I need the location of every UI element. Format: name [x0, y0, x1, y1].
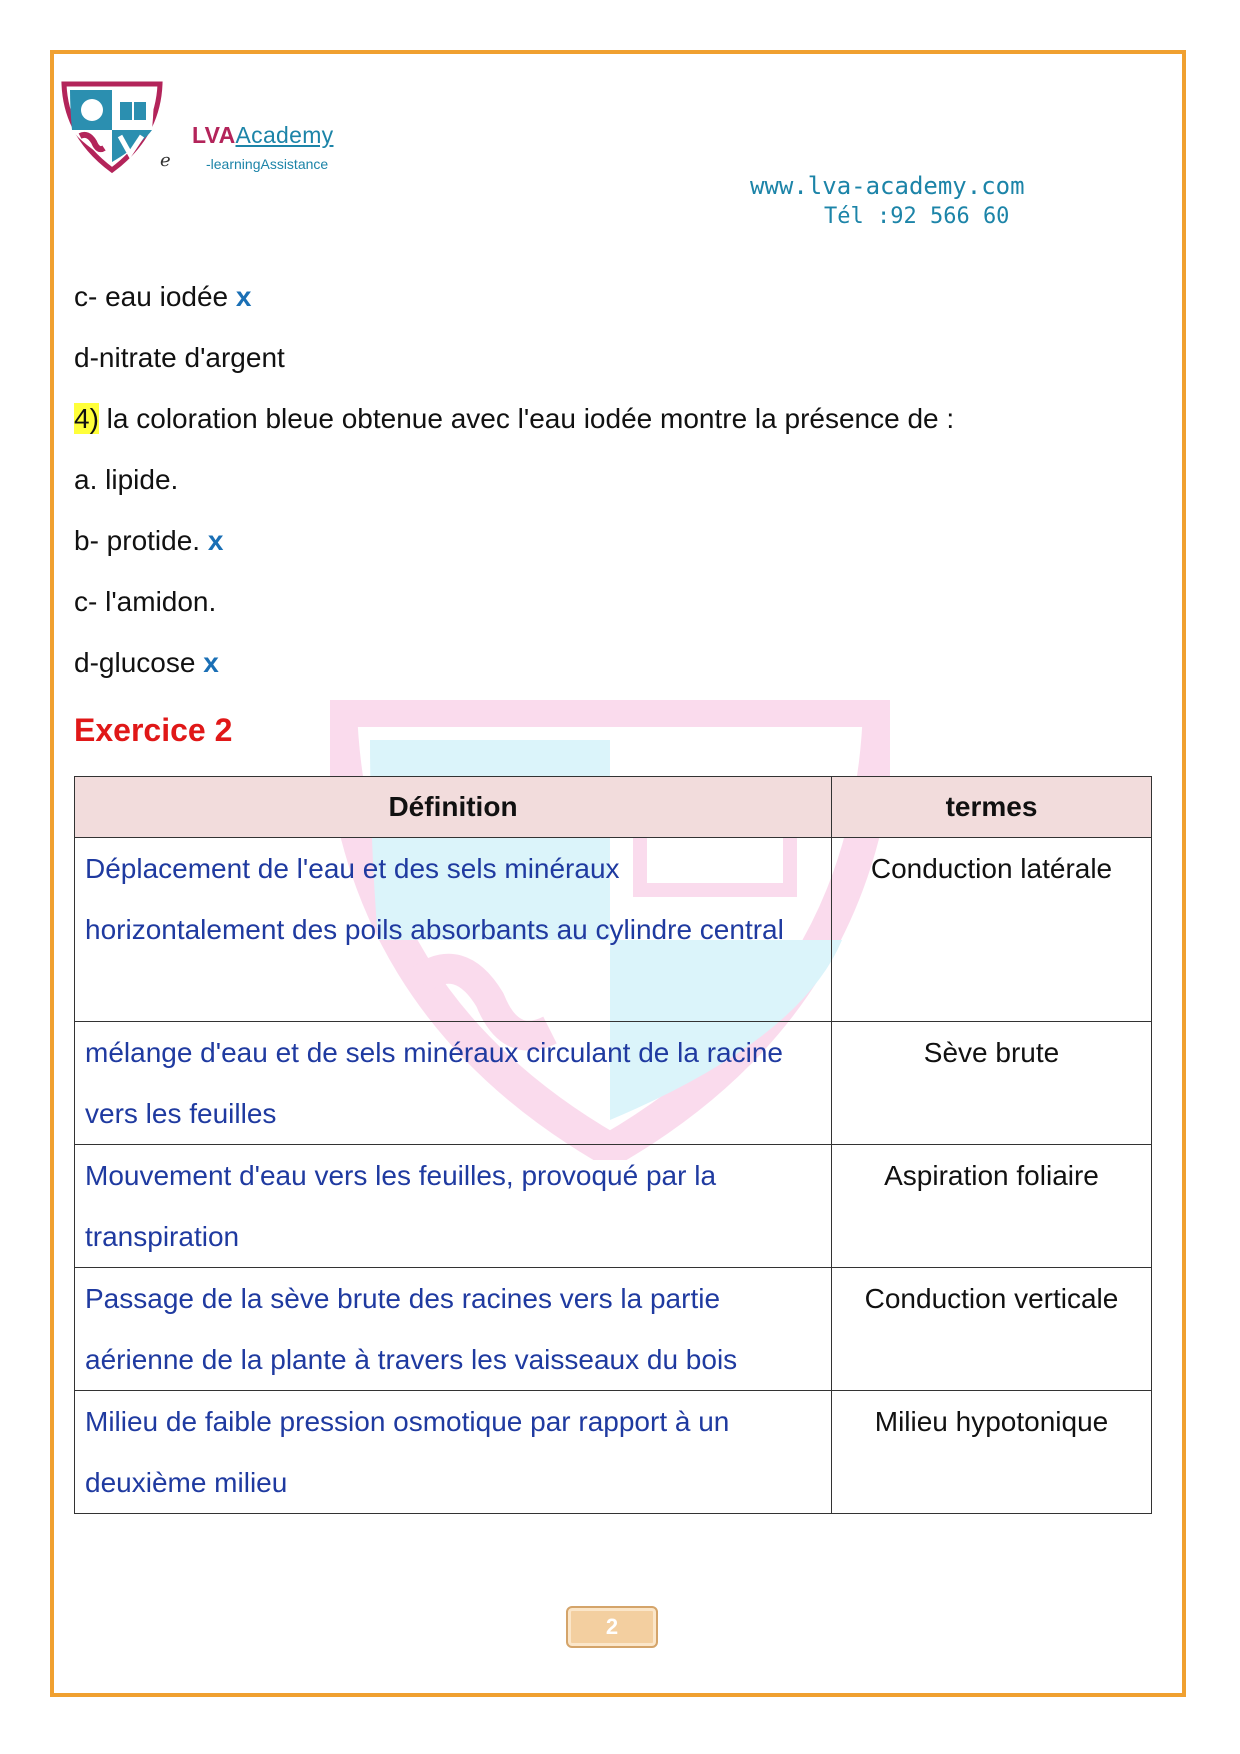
- definition-cell: Milieu de faible pression osmotique par rapport à un deuxième milieu: [75, 1391, 832, 1514]
- website-link[interactable]: www.lva-academy.com: [750, 172, 1025, 200]
- brand-part2[interactable]: Academy: [235, 122, 334, 148]
- answer-text: c- l'amidon.: [74, 586, 217, 617]
- brand-tagline: -learningAssistance: [206, 156, 329, 172]
- column-header-definition: Définition: [75, 777, 832, 838]
- answer-text: c- eau iodée: [74, 281, 229, 312]
- answer-text: d-glucose: [74, 647, 196, 678]
- definition-cell: Déplacement de l'eau et des sels minéraux horizontalement des poils absorbants au cylindre central: [75, 838, 832, 1022]
- term-cell: Conduction verticale: [832, 1268, 1152, 1391]
- check-mark: x: [203, 647, 219, 678]
- check-mark: x: [235, 281, 252, 312]
- page-number: 2: [566, 1606, 658, 1648]
- answer-line: [74, 525, 223, 557]
- definition-table: [74, 776, 1152, 1514]
- brand-name: [192, 122, 333, 149]
- term-cell: Aspiration foliaire: [832, 1145, 1152, 1268]
- answer-text: a. lipide.: [74, 464, 179, 495]
- question-text: la coloration bleue obtenue avec l'eau iodée montre la présence de :: [98, 403, 955, 434]
- question-number: 4): [74, 403, 99, 434]
- academy-logo: [58, 78, 166, 174]
- column-header-terms: termes: [832, 777, 1152, 838]
- table-header-row: [75, 777, 1152, 838]
- table-row: [75, 838, 1152, 1022]
- answer-text: b- protide.: [74, 525, 201, 556]
- exercise-title: Exercice 2: [74, 712, 233, 748]
- table-row: [75, 1391, 1152, 1514]
- answer-line: [74, 586, 216, 618]
- answer-line: [74, 281, 251, 313]
- term-cell: Milieu hypotonique: [832, 1391, 1152, 1514]
- term-cell: Sève brute: [832, 1022, 1152, 1145]
- answer-line: [74, 342, 285, 374]
- answer-text: d-nitrate d'argent: [74, 342, 285, 373]
- definition-cell: Mouvement d'eau vers les feuilles, provoqué par la transpiration: [75, 1145, 832, 1268]
- table-row: [75, 1022, 1152, 1145]
- table-row: [75, 1268, 1152, 1391]
- definition-cell: mélange d'eau et de sels minéraux circulant de la racine vers les feuilles: [75, 1022, 832, 1145]
- check-mark: x: [207, 525, 224, 556]
- answer-line: [74, 647, 219, 679]
- definition-cell: Passage de la sève brute des racines vers la partie aérienne de la plante à travers les vaisseaux du bois: [75, 1268, 832, 1391]
- term-cell: Conduction latérale: [832, 838, 1152, 1022]
- logo-e-letter: e: [160, 150, 171, 171]
- question-line: [74, 403, 954, 435]
- brand-part1: LVA: [192, 122, 236, 148]
- answer-line: [74, 464, 178, 496]
- phone-number: Tél :92 566 60: [824, 204, 1010, 229]
- table-row: [75, 1145, 1152, 1268]
